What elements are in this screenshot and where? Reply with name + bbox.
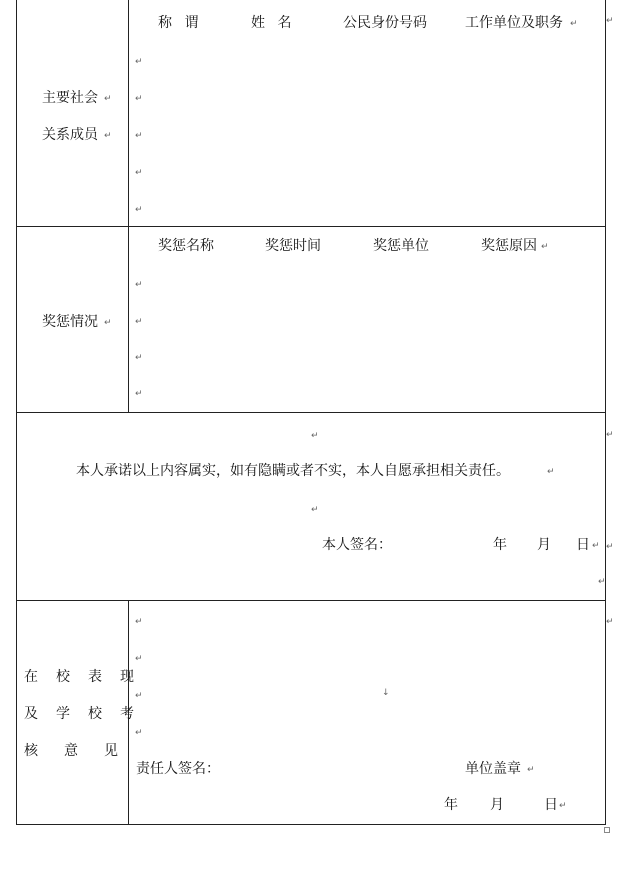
return-mark: ↵ <box>135 691 143 701</box>
return-mark: ↵ <box>135 94 143 104</box>
school-label-line1: 在校表现 <box>24 669 152 685</box>
family-label-line1: 主要社会 <box>42 90 98 106</box>
column-header-work-unit: 工作单位及职务 <box>465 15 563 31</box>
pledge-date-year: 年 <box>493 537 507 553</box>
return-mark: ↵ <box>135 317 143 327</box>
return-mark: ↵ <box>311 505 319 515</box>
table-bottom-border <box>16 824 606 825</box>
return-mark: ↵ <box>559 801 567 811</box>
return-mark: ↵ <box>541 242 549 252</box>
return-mark: ↵ <box>135 131 143 141</box>
school-date-day: 日 <box>544 797 558 813</box>
return-mark: ↵ <box>135 353 143 363</box>
column-header-award-time: 奖惩时间 <box>265 238 321 254</box>
return-mark: ↵ <box>135 728 143 738</box>
return-mark: ↵ <box>135 280 143 290</box>
return-mark: ↵ <box>606 16 614 26</box>
column-header-award-name: 奖惩名称 <box>158 238 214 254</box>
pledge-date-month: 月 <box>537 537 551 553</box>
return-mark: ↵ <box>606 430 614 440</box>
return-mark: ↵ <box>527 765 535 775</box>
return-mark: ↵ <box>135 57 143 67</box>
return-mark: ↵ <box>135 205 143 215</box>
column-header-title: 称 谓 <box>158 15 203 31</box>
return-mark: ↵ <box>135 168 143 178</box>
return-mark: ↵ <box>104 131 112 141</box>
family-label-line2: 关系成员 <box>42 127 98 143</box>
return-mark: ↵ <box>598 577 606 587</box>
down-arrow-mark: ↓ <box>382 688 390 698</box>
return-mark: ↵ <box>606 542 614 552</box>
return-mark: ↵ <box>592 541 600 551</box>
return-mark: ↵ <box>104 94 112 104</box>
school-label-line3: 核意见 <box>24 743 144 759</box>
school-label-line2: 及学校考 <box>24 706 152 722</box>
label-column-divider-top <box>128 0 129 413</box>
responsible-signature-label: 责任人签名： <box>136 761 220 777</box>
column-header-name: 姓 名 <box>251 15 296 31</box>
column-header-award-unit: 奖惩单位 <box>373 238 429 254</box>
unit-seal-label: 单位盖章 <box>465 761 521 777</box>
row-divider-awards-pledge <box>16 412 606 413</box>
pledge-signature-label: 本人签名： <box>322 537 392 553</box>
return-mark: ↵ <box>135 389 143 399</box>
row-divider-pledge-school <box>16 600 606 601</box>
school-date-month: 月 <box>490 797 504 813</box>
school-date-year: 年 <box>444 797 458 813</box>
pledge-statement: 本人承诺以上内容属实，如有隐瞒或者不实，本人自愿承担相关责任。 <box>76 463 510 479</box>
return-mark: ↵ <box>547 467 555 477</box>
pledge-date-day: 日 <box>576 537 590 553</box>
return-mark: ↵ <box>104 318 112 328</box>
return-mark: ↵ <box>606 617 614 627</box>
return-mark: ↵ <box>311 431 319 441</box>
column-header-id-number: 公民身份号码 <box>343 15 427 31</box>
table-end-marker <box>604 827 610 833</box>
return-mark: ↵ <box>135 654 143 664</box>
row-divider-family-awards <box>16 226 606 227</box>
return-mark: ↵ <box>570 19 578 29</box>
column-header-award-reason: 奖惩原因 <box>481 238 537 254</box>
return-mark: ↵ <box>135 617 143 627</box>
awards-label: 奖惩情况 <box>42 314 98 330</box>
